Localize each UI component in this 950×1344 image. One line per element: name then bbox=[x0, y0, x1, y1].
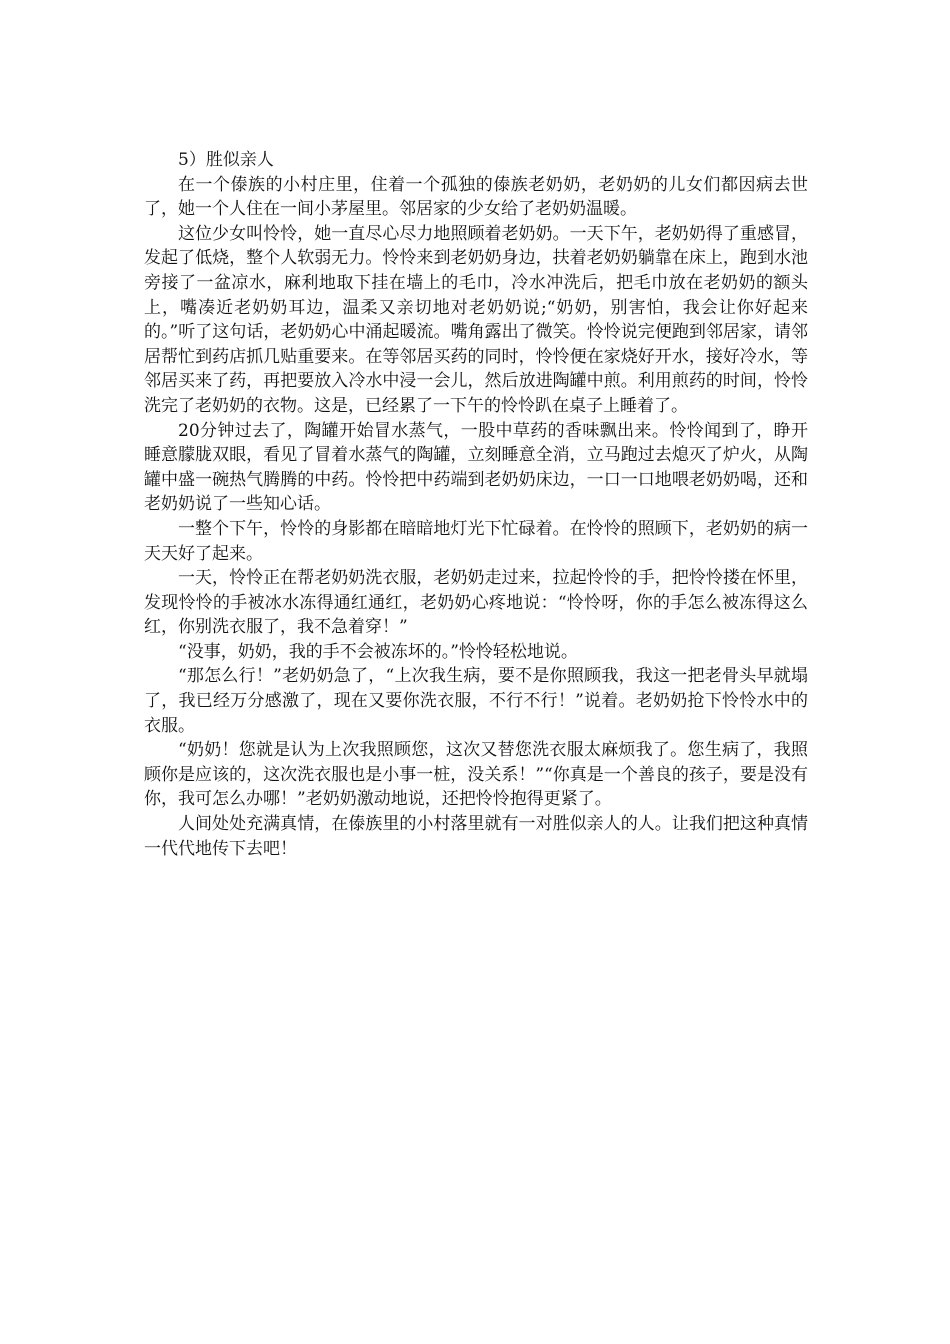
paragraph-4: 一整个下午，怜怜的身影都在暗暗地灯光下忙碌着。在怜怜的照顾下，老奶奶的病一天天好了起来。 bbox=[144, 518, 808, 564]
story-heading: 5）胜似亲人 bbox=[178, 150, 274, 170]
paragraph-2: 这位少女叫怜怜，她一直尽心尽力地照顾着老奶奶。一天下午，老奶奶得了重感冒，发起了低烧，整个人软弱无力。怜怜来到老奶奶身边，扶着老奶奶躺靠在床上，跑到水池旁接了一盆凉水，麻利地取下挂在墙上的毛巾，冷水冲洗后，把毛巾放在老奶奶的额头上，嘴凑近老奶奶耳边，温柔又亲切地对老奶奶说;“奶奶，别害怕，我会让你好起来的。”听了这句话，老奶奶心中涌起暖流。嘴角露出了微笑。怜怜说完便跑到邻居家，请邻居帮忙到药店抓几贴重要来。在等邻居买药的同时，怜怜便在家烧好开水，接好冷水，等邻居买来了药，再把要放入冷水中浸一会儿，然后放进陶罐中煎。利用煎药的时间，怜怜洗完了老奶奶的衣物。这是，已经累了一下午的怜怜趴在桌子上睡着了。 bbox=[144, 223, 808, 416]
paragraph-8: “奶奶！您就是认为上次我照顾您，这次又替您洗衣服太麻烦我了。您生病了，我照顾你是应该的，这次洗衣服也是小事一桩，没关系！”“你真是一个善良的孩子，要是没有你，我可怎么办哪！”老奶奶激动地说，还把怜怜抱得更紧了。 bbox=[144, 740, 808, 810]
paragraph-5: 一天，怜怜正在帮老奶奶洗衣服，老奶奶走过来，拉起怜怜的手，把怜怜搂在怀里，发现怜怜的手被冰水冻得通红通红，老奶奶心疼地说：“怜怜呀，你的手怎么被冻得这么红，你别洗衣服了，我不急着穿！” bbox=[144, 568, 808, 638]
paragraph-6: “没事，奶奶，我的手不会被冻坏的。”怜怜轻松地说。 bbox=[178, 641, 578, 662]
paragraph-9: 人间处处充满真情，在傣族里的小村落里就有一对胜似亲人的人。让我们把这种真情一代代地传下去吧！ bbox=[144, 814, 808, 859]
paragraph-1: 在一个傣族的小村庄里，住着一个孤独的傣族老奶奶，老奶奶的儿女们都因病去世了，她一个人住在一间小茅屋里。邻居家的少女给了老奶奶温暖。 bbox=[144, 174, 808, 220]
paragraph-3: 20分钟过去了，陶罐开始冒水蒸气，一股中草药的香味飘出来。怜怜闻到了，睁开睡意朦胧双眼，看见了冒着水蒸气的陶罐，立刻睡意全消，立马跑过去熄灭了炉火，从陶罐中盛一碗热气腾腾的中药。怜怜把中药端到老奶奶床边，一口一口地喂老奶奶喝，还和老奶奶说了一些知心话。 bbox=[144, 420, 808, 515]
story-body bbox=[144, 148, 808, 861]
paragraph-7: “那怎么行！”老奶奶急了，“上次我生病，要不是你照顾我，我这一把老骨头早就塌了，我已经万分感激了，现在又要你洗衣服，不行不行！”说着。老奶奶抢下怜怜水中的衣服。 bbox=[144, 666, 808, 736]
